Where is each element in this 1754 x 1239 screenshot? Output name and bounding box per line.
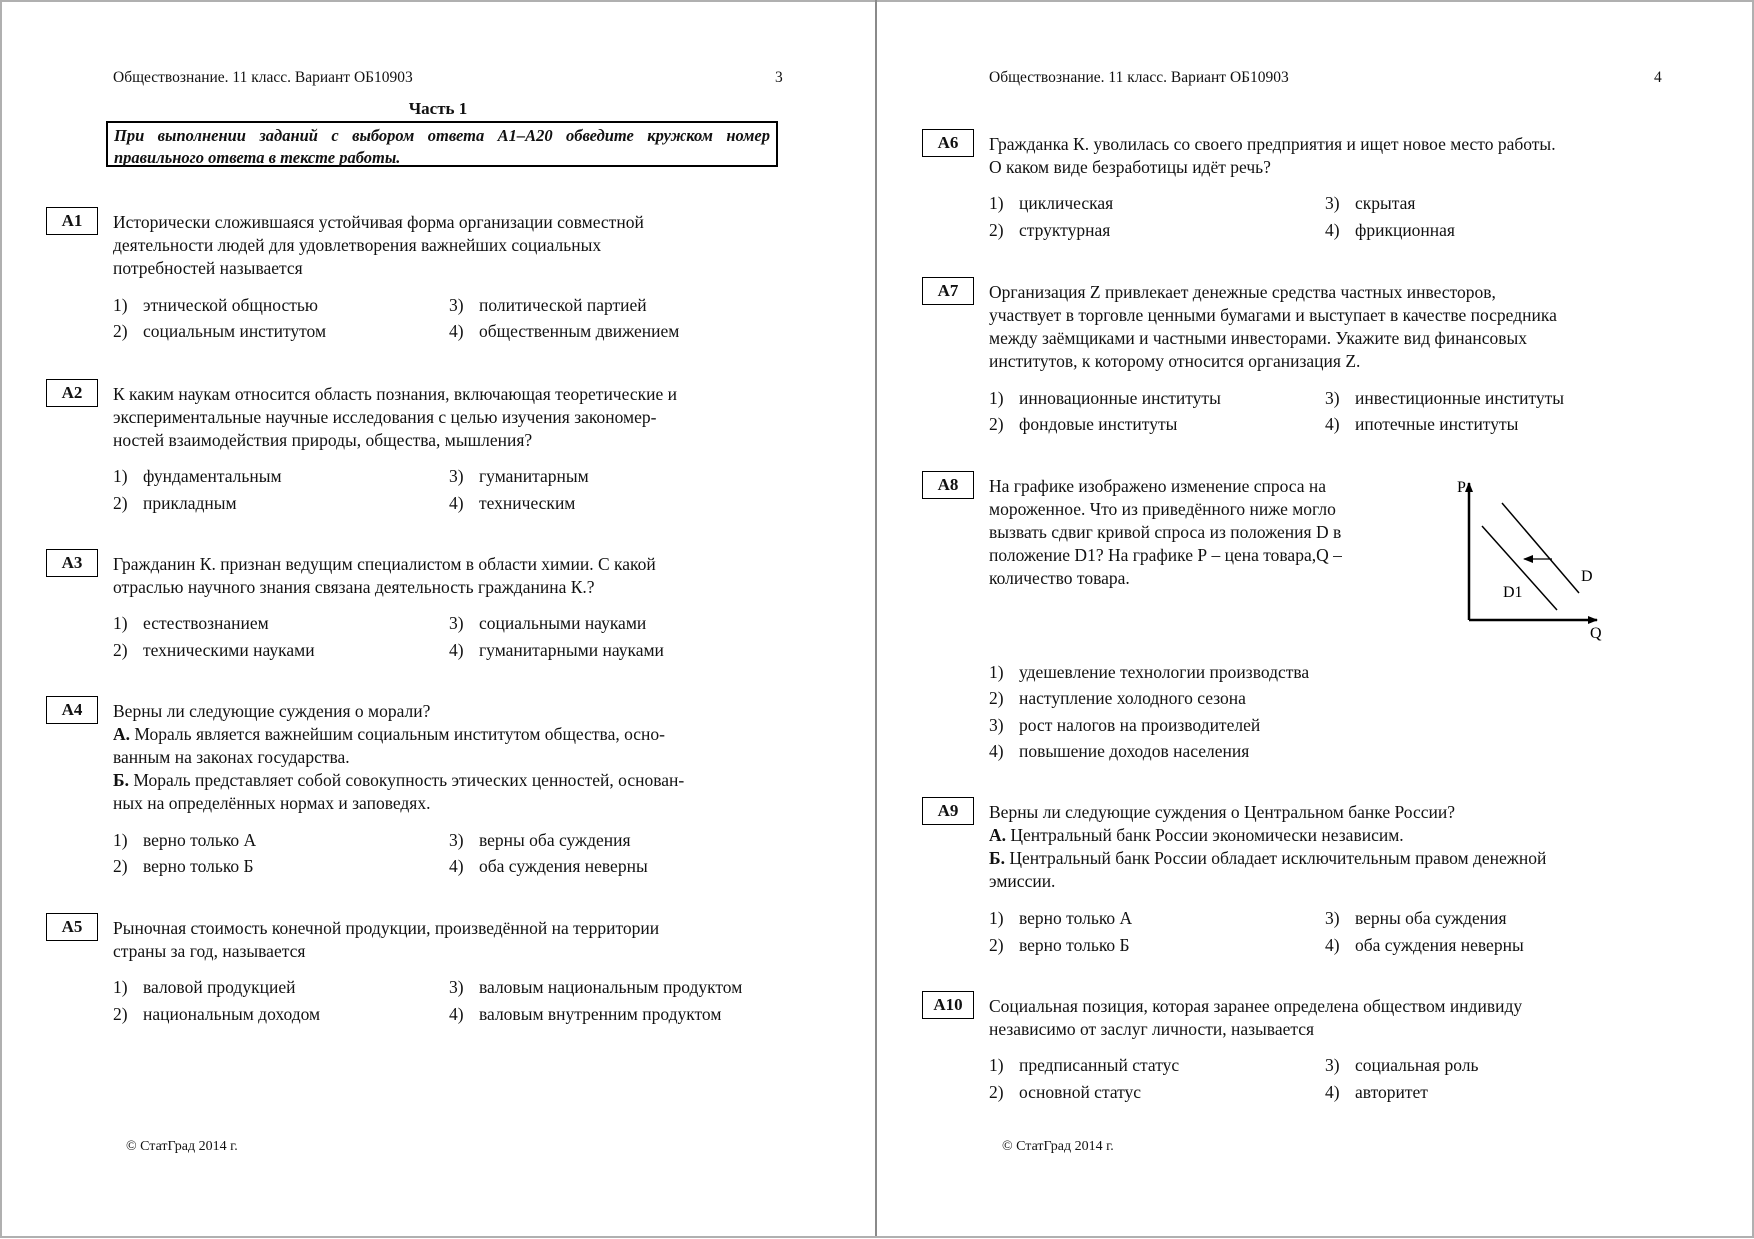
option-number: 4) (449, 493, 464, 513)
judgement-b-continued: ных на определённых нормах и заповедях. (113, 793, 431, 813)
answer-option[interactable] (113, 829, 256, 851)
question-number-a4: А4 (46, 696, 98, 724)
answer-option[interactable] (989, 934, 1130, 956)
option-number: 1) (989, 193, 1004, 213)
page-number: 4 (1654, 69, 1662, 86)
option-text: инвестиционные институты (1355, 388, 1565, 408)
judgement-a-label: А. (113, 724, 131, 744)
question-line: Верны ли следующие суждения о морали? (113, 701, 431, 721)
question-line: На графике изображено изменение спроса на (989, 476, 1327, 496)
option-number: 3) (449, 830, 464, 850)
option-text: рост налогов на производителей (1019, 715, 1261, 735)
judgement-a-text: Мораль является важнейшим социальным институтом общества, осно- (130, 724, 665, 744)
question-line: положение D1? На графике Р – цена товара,Q – (989, 545, 1342, 565)
judgement-b-text: Центральный банк России обладает исключительным правом денежной (1004, 848, 1547, 868)
question-text-a9 (989, 801, 1662, 893)
answer-option[interactable] (1325, 192, 1415, 214)
option-number: 1) (989, 1055, 1004, 1075)
answer-option[interactable] (113, 612, 269, 634)
option-text: этнической общностью (143, 295, 318, 315)
question-text-a6 (989, 133, 1662, 179)
answer-option[interactable] (989, 907, 1132, 929)
answer-option[interactable] (113, 294, 318, 316)
option-number: 3) (449, 977, 464, 997)
question-line: Гражданин К. признан ведущим специалистом в области химии. С какой (113, 554, 656, 574)
judgement-b (989, 847, 1662, 870)
answer-option[interactable] (113, 320, 326, 342)
answer-option[interactable] (113, 855, 254, 877)
answer-option[interactable] (1325, 934, 1524, 956)
option-number: 1) (113, 830, 128, 850)
demand-shift-graph (1457, 470, 1637, 645)
option-text: удешевление технологии производства (1019, 662, 1310, 682)
option-text: верно только А (143, 830, 257, 850)
answer-option[interactable] (113, 1003, 320, 1025)
question-line: страны за год, называется (113, 941, 306, 961)
option-number: 3) (989, 715, 1004, 735)
option-number: 2) (989, 935, 1004, 955)
answer-option[interactable] (989, 387, 1221, 409)
option-text: гуманитарными науками (479, 640, 664, 660)
question-number-a3: А3 (46, 549, 98, 577)
option-text: структурная (1019, 220, 1111, 240)
answer-option[interactable] (449, 855, 648, 877)
question-number-a8: А8 (922, 471, 974, 499)
option-number: 4) (449, 640, 464, 660)
question-line: Верны ли следующие суждения о Центральном банке России? (989, 802, 1456, 822)
judgement-a-text: Центральный банк России экономически независим. (1006, 825, 1404, 845)
question-line: деятельности людей для удовлетворения важнейших социальных (113, 235, 602, 255)
option-number: 3) (1325, 193, 1340, 213)
option-number: 2) (989, 414, 1004, 434)
option-number: 3) (1325, 908, 1340, 928)
answer-option[interactable] (449, 294, 647, 316)
question-line: потребностей называется (113, 258, 303, 278)
option-number: 1) (113, 613, 128, 633)
judgement-b-label: Б. (113, 770, 129, 790)
page-footer: © СтатГрад 2014 г. (126, 1139, 238, 1154)
option-number: 1) (989, 662, 1004, 682)
question-line: Рыночная стоимость конечной продукции, произведённой на территории (113, 918, 660, 938)
judgement-b-label: Б. (989, 848, 1005, 868)
question-line: мороженное. Что из приведённого ниже могло (989, 499, 1336, 519)
option-text: валовым национальным продуктом (479, 977, 743, 997)
option-number: 3) (449, 613, 464, 633)
answer-option[interactable] (1325, 219, 1455, 241)
question-text-a4 (113, 700, 785, 815)
answer-option[interactable] (1325, 1081, 1428, 1103)
option-text: валовой продукцией (143, 977, 296, 997)
option-text: оба суждения неверны (1355, 935, 1524, 955)
answer-option[interactable] (449, 829, 631, 851)
option-number: 4) (1325, 414, 1340, 434)
judgement-b-continued: эмиссии. (989, 871, 1056, 891)
curve-d (1502, 503, 1579, 593)
left-page (0, 0, 876, 1236)
question-line: Социальная позиция, которая заранее определена обществом индивиду (989, 996, 1523, 1016)
option-number: 4) (449, 321, 464, 341)
option-number: 4) (1325, 935, 1340, 955)
option-number: 2) (113, 1004, 128, 1024)
option-number: 2) (113, 321, 128, 341)
answer-option[interactable] (449, 976, 742, 998)
option-number: 3) (449, 466, 464, 486)
option-number: 3) (449, 295, 464, 315)
question-number-a10: А10 (922, 991, 974, 1019)
answer-option[interactable] (449, 612, 646, 634)
y-axis-label: P (1457, 479, 1466, 496)
option-number: 2) (113, 493, 128, 513)
judgement-a (989, 824, 1662, 847)
answer-option[interactable] (113, 465, 282, 487)
question-line: О каком виде безработицы идёт речь? (989, 157, 1271, 177)
option-text: верно только Б (143, 856, 254, 876)
part-title: Часть 1 (408, 99, 468, 118)
option-number: 2) (989, 1082, 1004, 1102)
option-text: оба суждения неверны (479, 856, 648, 876)
option-text: техническим (479, 493, 576, 513)
option-number: 3) (1325, 1055, 1340, 1075)
answer-option[interactable] (449, 492, 575, 514)
option-number: 3) (1325, 388, 1340, 408)
judgement-a-label: А. (989, 825, 1007, 845)
judgement-a (113, 723, 785, 746)
question-line: Организация Z привлекает денежные средства частных инвесторов, (989, 282, 1496, 302)
page-number: 3 (775, 69, 783, 86)
page-footer: © СтатГрад 2014 г. (1002, 1139, 1114, 1154)
option-text: техническими науками (143, 640, 315, 660)
answer-option[interactable] (449, 1003, 721, 1025)
answer-option[interactable] (989, 714, 1260, 736)
answer-option[interactable] (989, 1054, 1179, 1076)
option-number: 4) (1325, 1082, 1340, 1102)
option-text: основной статус (1019, 1082, 1142, 1102)
question-number-a9: А9 (922, 797, 974, 825)
question-line: ностей взаимодействия природы, общества, мышления? (113, 430, 533, 450)
answer-option[interactable] (449, 639, 664, 661)
option-text: фрикционная (1355, 220, 1455, 240)
option-text: социальная роль (1355, 1055, 1479, 1075)
curve-d1-label: D1 (1503, 584, 1523, 601)
option-text: циклическая (1019, 193, 1114, 213)
option-text: наступление холодного сезона (1019, 688, 1246, 708)
question-line: между заёмщиками и частными инвесторами. Укажите вид финансовых (989, 328, 1528, 348)
option-number: 2) (989, 220, 1004, 240)
question-text-a3 (113, 553, 785, 599)
instruction-box: При выполнении заданий с выбором ответа А1–А20 обведите кружком номер правильного ответа в тексте работы. (106, 121, 778, 167)
question-line: Гражданка К. уволилась со своего предприятия и ищет новое место работы. (989, 134, 1556, 154)
option-text: верно только А (1019, 908, 1133, 928)
question-line: отраслью научного знания связана деятельность гражданина К.? (113, 577, 595, 597)
option-text: фондовые институты (1019, 414, 1178, 434)
option-number: 4) (449, 1004, 464, 1024)
option-text: верны оба суждения (479, 830, 631, 850)
option-text: фундаментальным (143, 466, 282, 486)
judgement-a-continued: ванным на законах государства. (113, 747, 350, 767)
answer-option[interactable] (1325, 413, 1518, 435)
answer-option[interactable] (989, 661, 1309, 683)
answer-option[interactable] (1325, 1054, 1478, 1076)
option-text: валовым внутренним продуктом (479, 1004, 722, 1024)
answer-option[interactable] (989, 687, 1246, 709)
judgement-b (113, 769, 785, 792)
answer-option[interactable] (113, 492, 237, 514)
question-line: вызвать сдвиг кривой спроса из положения D в (989, 522, 1342, 542)
question-line: участвует в торговле ценными бумагами и выступает в качестве посредника (989, 305, 1557, 325)
right-page (877, 0, 1753, 1236)
answer-option[interactable] (989, 192, 1113, 214)
question-number-a6: А6 (922, 129, 974, 157)
question-number-a7: А7 (922, 277, 974, 305)
option-text: национальным доходом (143, 1004, 321, 1024)
answer-option[interactable] (113, 976, 295, 998)
judgement-b-text: Мораль представляет собой совокупность этических ценностей, основан- (128, 770, 685, 790)
question-text-a1 (113, 211, 785, 280)
answer-option[interactable] (989, 740, 1249, 762)
question-text-a7 (989, 281, 1662, 373)
answer-option[interactable] (1325, 907, 1507, 929)
curve-d-label: D (1581, 568, 1593, 585)
option-number: 4) (449, 856, 464, 876)
page-header: Обществознание. 11 класс. Вариант ОБ10903 (989, 69, 1289, 86)
question-line: независимо от заслуг личности, называется (989, 1019, 1315, 1039)
option-number: 1) (113, 977, 128, 997)
option-text: политической партией (479, 295, 647, 315)
option-text: общественным движением (479, 321, 680, 341)
answer-option[interactable] (1325, 387, 1564, 409)
option-text: повышение доходов населения (1019, 741, 1250, 761)
option-text: скрытая (1355, 193, 1416, 213)
option-text: авторитет (1355, 1082, 1428, 1102)
option-number: 1) (989, 388, 1004, 408)
answer-option[interactable] (113, 639, 315, 661)
option-text: инновационные институты (1019, 388, 1221, 408)
question-text-a8 (989, 475, 1409, 590)
question-text-a5 (113, 917, 785, 963)
question-line: К каким наукам относится область познания, включающая теоретические и (113, 384, 677, 404)
question-number-a1: А1 (46, 207, 98, 235)
answer-option[interactable] (989, 1081, 1141, 1103)
option-text: верно только Б (1019, 935, 1130, 955)
option-text: социальными науками (479, 613, 647, 633)
option-number: 1) (989, 908, 1004, 928)
option-text: гуманитарным (479, 466, 589, 486)
option-number: 2) (113, 640, 128, 660)
option-text: естествознанием (143, 613, 269, 633)
option-text: ипотечные институты (1355, 414, 1519, 434)
answer-option[interactable] (989, 219, 1110, 241)
question-text-a2 (113, 383, 785, 452)
option-number: 2) (113, 856, 128, 876)
option-number: 2) (989, 688, 1004, 708)
question-number-a5: А5 (46, 913, 98, 941)
option-number: 4) (989, 741, 1004, 761)
option-number: 1) (113, 295, 128, 315)
option-text: верны оба суждения (1355, 908, 1507, 928)
answer-option[interactable] (989, 413, 1177, 435)
question-line: институтов, к которому относится организация Z. (989, 351, 1361, 371)
page-header: Обществознание. 11 класс. Вариант ОБ10903 (113, 69, 413, 86)
question-number-a2: А2 (46, 379, 98, 407)
option-number: 4) (1325, 220, 1340, 240)
option-text: прикладным (143, 493, 237, 513)
question-line: Исторически сложившаяся устойчивая форма организации совместной (113, 212, 644, 232)
option-text: социальным институтом (143, 321, 327, 341)
answer-option[interactable] (449, 320, 679, 342)
question-line: количество товара. (989, 568, 1130, 588)
option-text: предписанный статус (1019, 1055, 1180, 1075)
answer-option[interactable] (449, 465, 589, 487)
x-axis-label: Q (1590, 625, 1602, 642)
option-number: 1) (113, 466, 128, 486)
question-text-a10 (989, 995, 1662, 1041)
question-line: экспериментальные научные исследования с целью изучения закономер- (113, 407, 657, 427)
